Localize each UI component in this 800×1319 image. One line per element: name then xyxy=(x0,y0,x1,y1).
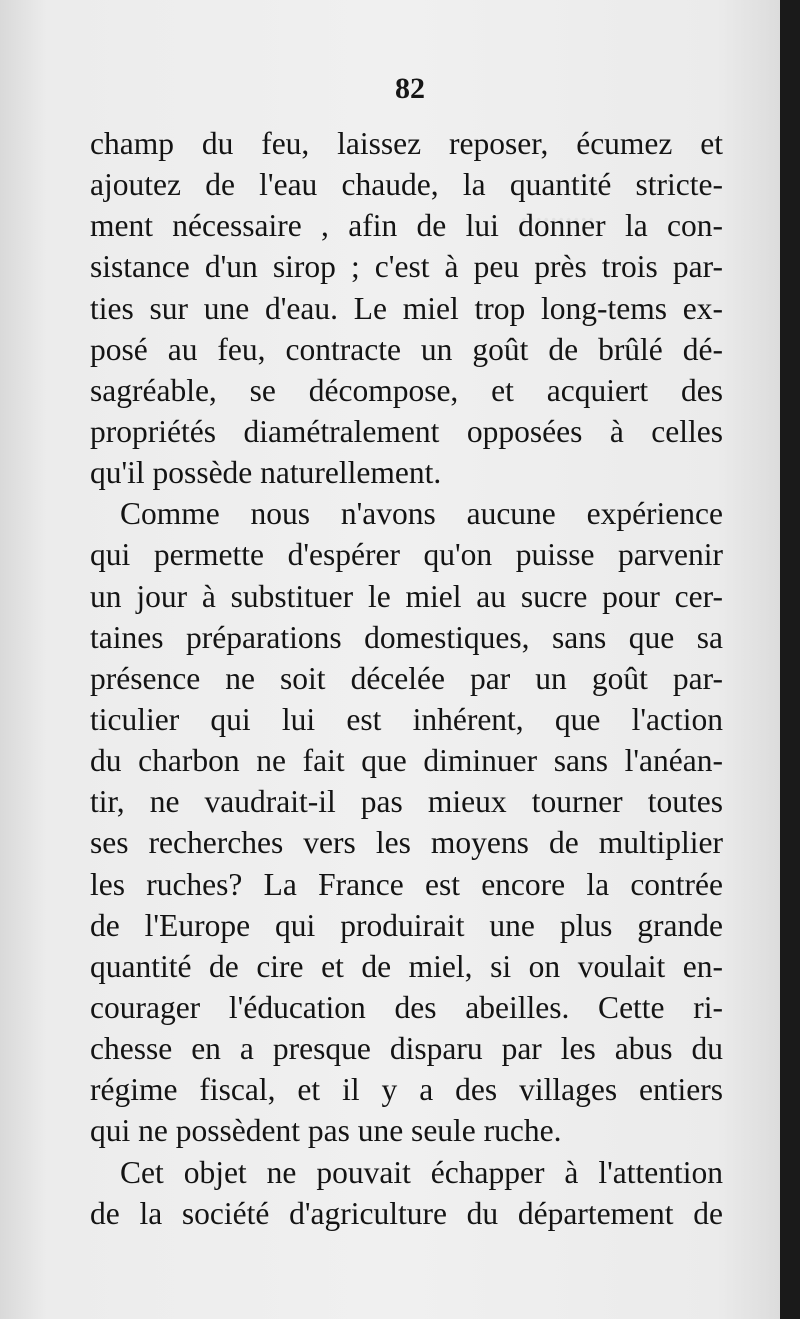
text-line: qu'il possède naturellement. xyxy=(90,455,442,491)
text-line: courager l'éducation des abeilles. Cette ri- xyxy=(90,989,723,1025)
text-line: ses recherches vers les moyens de multiplier xyxy=(90,825,723,861)
text-line: les ruches? La France est encore la contrée xyxy=(90,866,723,902)
text-line: Cet objet ne pouvait échapper à l'attention xyxy=(120,1154,723,1190)
text-line: de la société d'agriculture du département de xyxy=(90,1195,723,1231)
text-line: ment nécessaire , afin de lui donner la con- xyxy=(90,208,723,244)
text-line: propriétés diamétralement opposées à celles xyxy=(90,413,723,449)
text-line: taines préparations domestiques, sans que sa xyxy=(90,619,723,655)
text-line: qui permette d'espérer qu'on puisse parvenir xyxy=(90,537,723,573)
page-number: 82 xyxy=(395,72,425,105)
text-line: Comme nous n'avons aucune expérience xyxy=(120,496,723,532)
text-line: un jour à substituer le miel au sucre pour cer- xyxy=(90,578,723,614)
body-text xyxy=(90,123,723,1234)
text-line: présence ne soit décelée par un goût par- xyxy=(90,660,723,696)
text-line: ties sur une d'eau. Le miel trop long-tems ex- xyxy=(90,290,723,326)
text-line: champ du feu, laissez reposer, écumez et xyxy=(90,126,723,161)
text-line: ticulier qui lui est inhérent, que l'action xyxy=(90,701,723,737)
text-line: de l'Europe qui produirait une plus grande xyxy=(90,907,723,943)
text-line: qui ne possèdent pas une seule ruche. xyxy=(90,1113,562,1149)
text-line: quantité de cire et de miel, si on voulait en- xyxy=(90,948,723,984)
text-line: du charbon ne fait que diminuer sans l'anéan- xyxy=(90,743,723,779)
text-line: tir, ne vaudrait-il pas mieux tourner toutes xyxy=(90,784,723,820)
text-line: sagréable, se décompose, et acquiert des xyxy=(90,372,723,408)
text-line: posé au feu, contracte un goût de brûlé dé- xyxy=(90,331,723,367)
text-line: ajoutez de l'eau chaude, la quantité stricte- xyxy=(90,167,723,203)
text-line: sistance d'un sirop ; c'est à peu près trois par- xyxy=(90,249,723,285)
text-line: régime fiscal, et il y a des villages entiers xyxy=(90,1072,723,1108)
text-line: chesse en a presque disparu par les abus du xyxy=(90,1031,723,1067)
